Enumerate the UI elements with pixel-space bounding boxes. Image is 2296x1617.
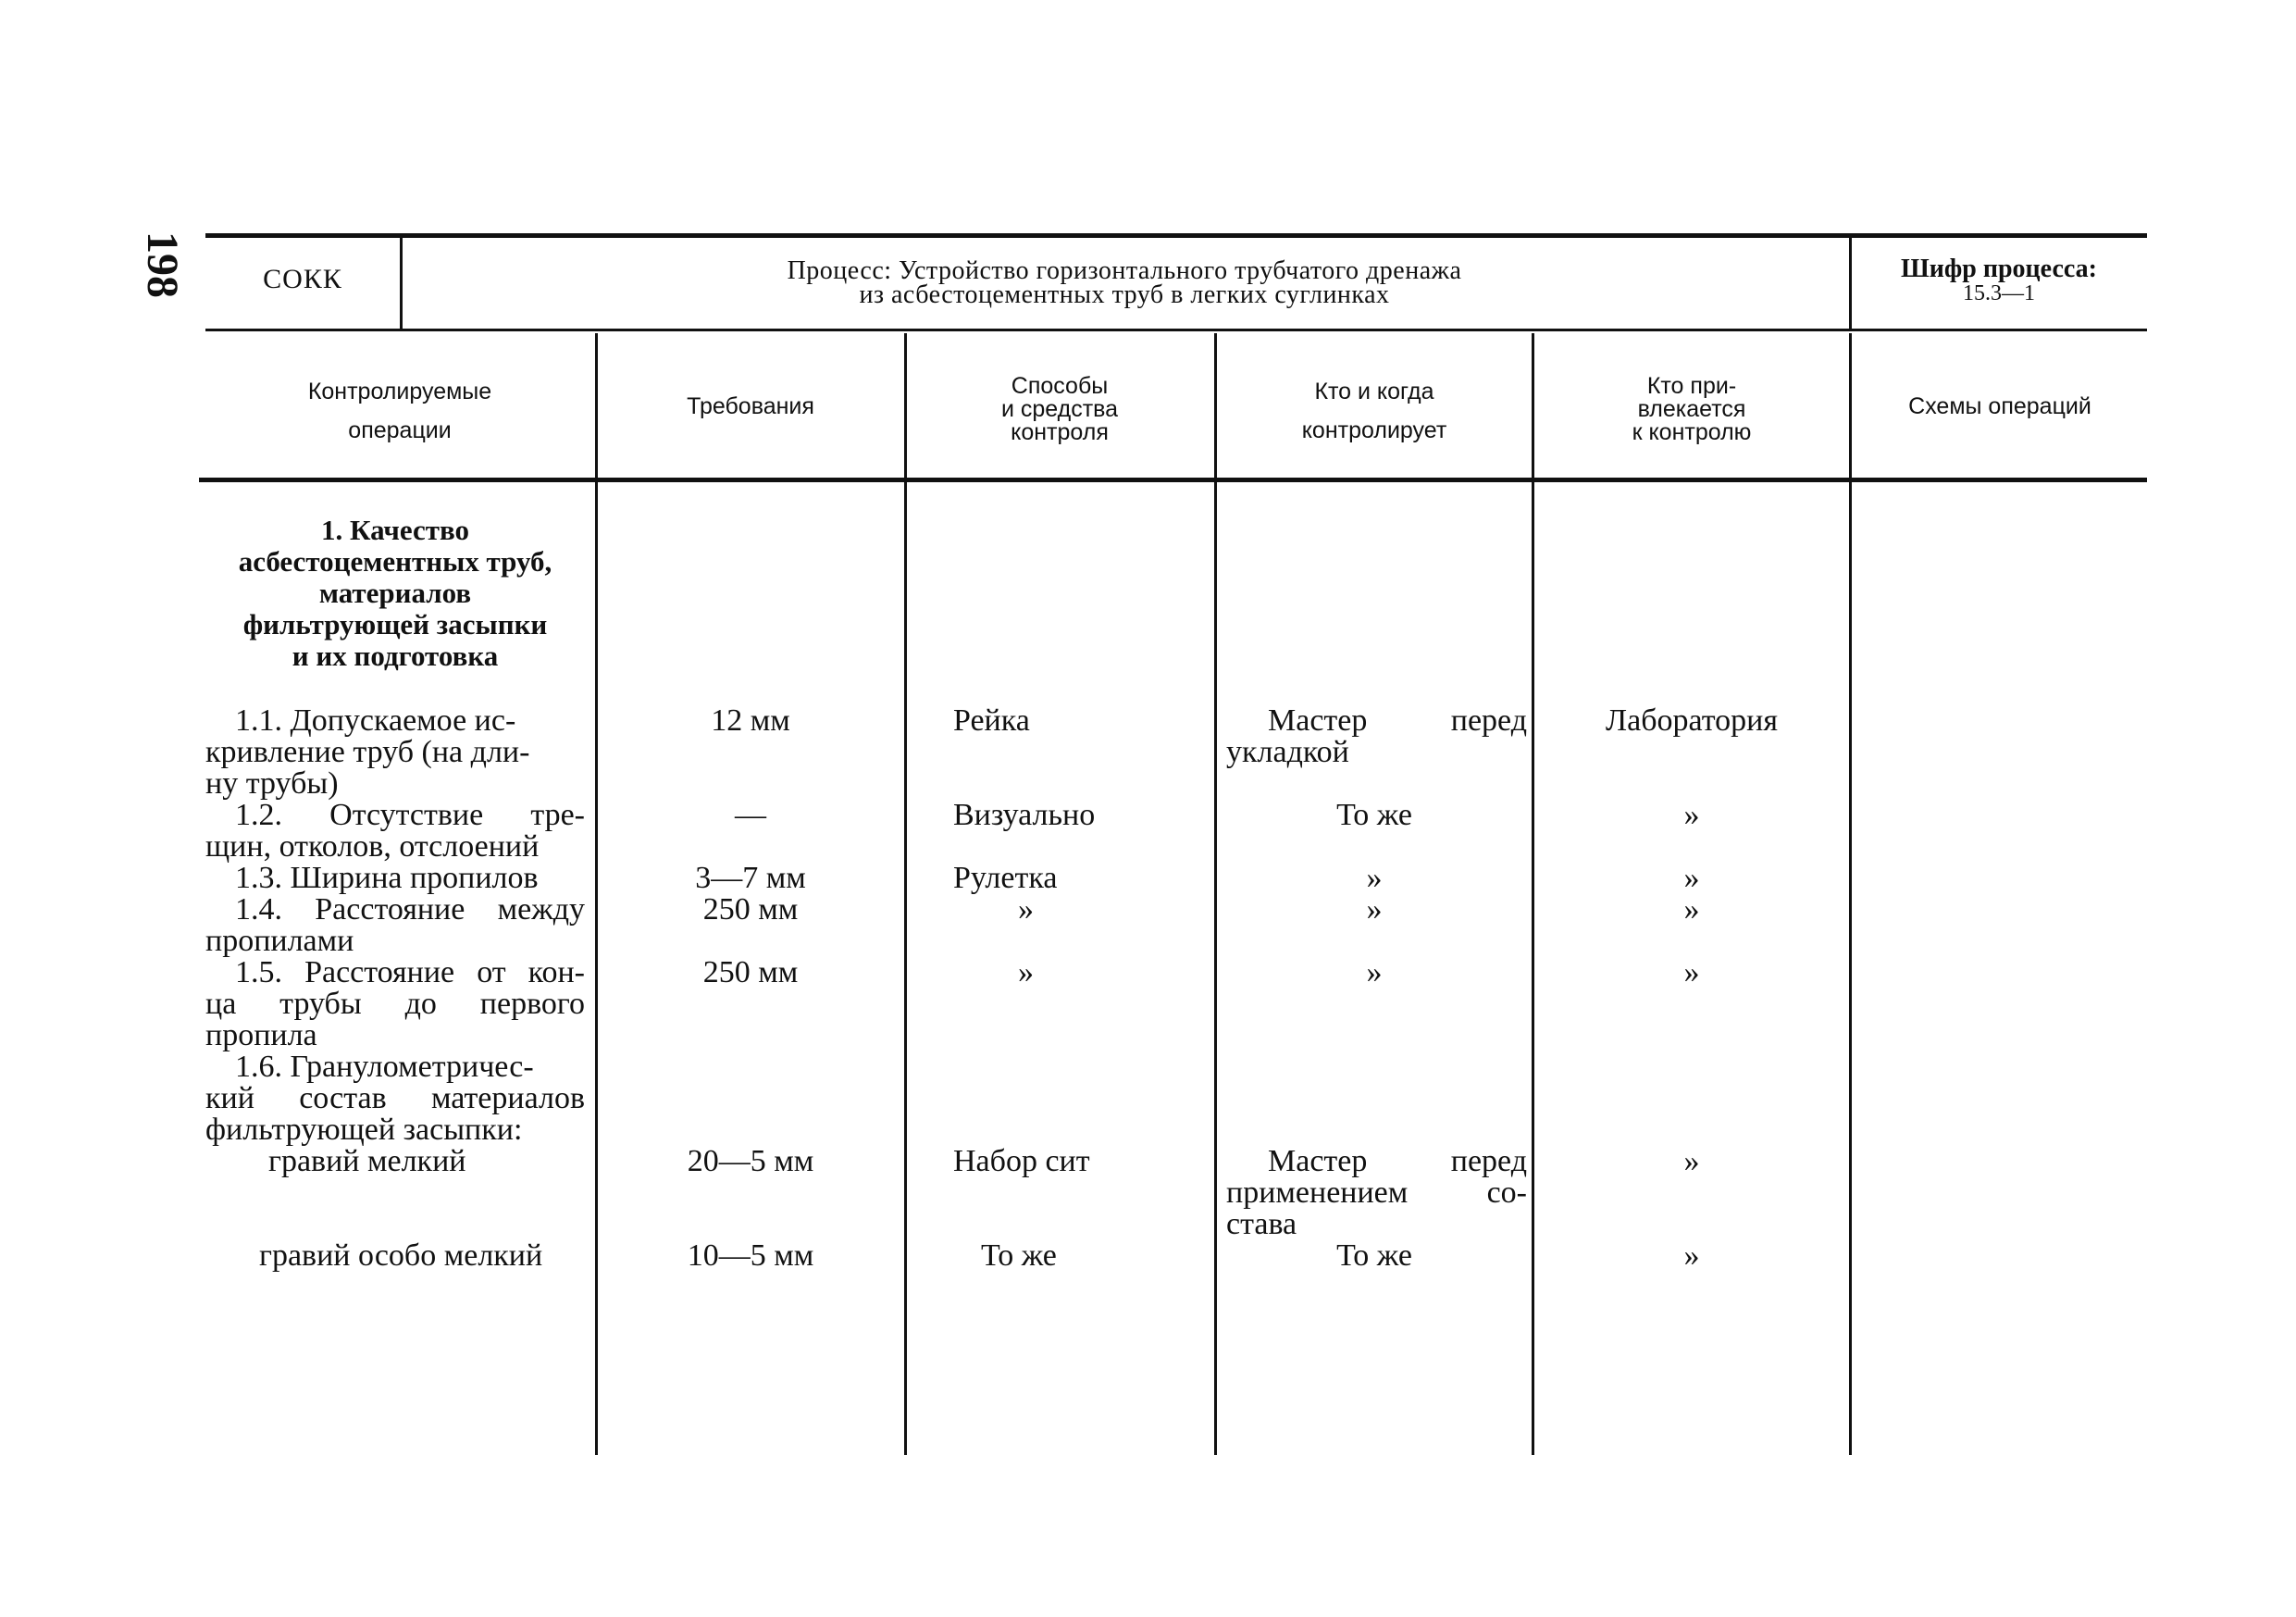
op-line: 1.6. Гранулометричес- [235, 1050, 534, 1084]
process-cipher [1860, 257, 2138, 305]
who-cell: То же [1336, 1238, 1412, 1273]
top-rule [205, 233, 2147, 238]
involved-cell: » [1683, 861, 1700, 895]
col-divider-5 [1849, 333, 1852, 1455]
op-line: пропила [205, 1018, 317, 1052]
op-line: ну трубы) [205, 766, 339, 801]
op-line: пропилами [205, 924, 354, 958]
header-bottom-rule [205, 329, 2147, 331]
colhead-schemes: Схемы операций [1908, 393, 2091, 419]
req-cell: 250 мм [702, 955, 799, 989]
involved-cell: » [1683, 955, 1700, 989]
who-cell: » [1366, 892, 1383, 927]
method-cell: Рулетка [953, 861, 1058, 895]
op-line: фильтрующей засыпки: [205, 1113, 523, 1147]
process-title-line-1: Процесс: Устройство горизонтального трубчатого дренажа [787, 256, 1462, 285]
colhead-who-when [1217, 372, 1532, 450]
table-row-op [205, 1051, 585, 1146]
colhead-operations-line-1: Контролируемые [307, 379, 492, 404]
who-cell: » [1366, 955, 1383, 989]
section-title-line: фильтрующей засыпки [242, 608, 548, 641]
section-title-line: материалов [318, 577, 472, 609]
req-cell: 10—5 мм [687, 1238, 814, 1273]
section-title-line: асбестоцементных труб, [238, 545, 552, 578]
req-cell: 3—7 мм [695, 861, 806, 895]
table-row-op [205, 894, 585, 957]
colhead-who-when-line-1: Кто и когда [1314, 379, 1434, 404]
op-line: ца трубы до первого [205, 987, 585, 1021]
colhead-who-involved-line-2: влекается [1637, 396, 1746, 422]
who-line: укладкой [1226, 735, 1349, 769]
req-cell: 20—5 мм [687, 1144, 814, 1178]
colhead-methods [907, 375, 1212, 444]
op-line: кривление труб (на дли- [205, 735, 530, 769]
who-cell [1226, 705, 1527, 768]
who-line: става [1226, 1207, 1297, 1241]
op-line: щин, отколов, отслоений [205, 829, 540, 864]
page-number: 198 [138, 231, 187, 298]
table-row-op [235, 863, 587, 894]
cipher-label: Шифр процесса: [1901, 255, 2097, 283]
who-cell: » [1366, 861, 1383, 895]
req-cell: — [735, 798, 766, 832]
involved-cell: » [1683, 892, 1700, 927]
cipher-value: 15.3—1 [1963, 281, 2035, 305]
colhead-bottom-rule [199, 478, 2147, 482]
who-cell [1226, 1146, 1527, 1240]
colhead-requirements: Требования [687, 393, 814, 419]
sokk-label: СОКК [263, 264, 342, 294]
colhead-methods-line-2: и средства [1000, 396, 1119, 422]
req-cell: 250 мм [702, 892, 799, 927]
colhead-operations [205, 372, 594, 450]
colhead-methods-line-1: Способы [1011, 373, 1109, 399]
op-line: гравий особо мелкий [259, 1238, 543, 1273]
process-title-line-2: из асбестоцементных труб в легких суглинках [859, 280, 1390, 309]
op-line: 1.2. Отсутствие тре- [235, 798, 585, 832]
section-title-line: 1. Качество [321, 514, 469, 546]
involved-cell: » [1683, 1144, 1700, 1178]
table-row-op [259, 1240, 585, 1272]
colhead-who-involved-line-3: к контролю [1632, 419, 1752, 445]
section-title [205, 515, 585, 672]
method-cell: То же [981, 1238, 1057, 1273]
colhead-who-involved [1534, 375, 1849, 444]
who-line: Мастер перед [1268, 1144, 1527, 1178]
op-line: 1.1. Допускаемое ис- [235, 703, 516, 738]
op-line: 1.5. Расстояние от кон- [235, 955, 585, 989]
involved-cell: » [1683, 798, 1700, 832]
method-cell: Рейка [953, 703, 1030, 738]
op-line: 1.4. Расстояние между [235, 892, 585, 927]
colhead-who-involved-line-1: Кто при- [1646, 373, 1737, 399]
divider-sokk [400, 238, 403, 329]
table-row-op [268, 1146, 583, 1177]
op-line: 1.3. Ширина пропилов [235, 861, 539, 895]
method-cell: Визуально [953, 798, 1096, 832]
involved-cell: Лаборатория [1606, 703, 1778, 738]
table-row-op [205, 705, 585, 737]
op-line: кий состав материалов [205, 1081, 585, 1115]
col-divider-2 [904, 333, 907, 1455]
process-title [407, 256, 1842, 309]
divider-cipher [1849, 238, 1852, 329]
method-cell: Набор сит [953, 1144, 1090, 1178]
involved-cell: » [1683, 1238, 1700, 1273]
table-row-op [205, 737, 585, 800]
section-title-line: и их подготовка [292, 640, 499, 672]
who-line: применением со- [1226, 1175, 1527, 1210]
who-line: Мастер перед [1268, 703, 1527, 738]
table-row-op [205, 957, 585, 1051]
colhead-operations-line-2: операции [348, 417, 452, 443]
colhead-methods-line-3: контроля [1011, 419, 1109, 445]
method-cell: » [1018, 955, 1034, 989]
who-cell: То же [1336, 798, 1412, 832]
table-row-op [205, 800, 585, 863]
op-line: гравий мелкий [268, 1144, 466, 1178]
req-cell: 12 мм [711, 703, 790, 738]
method-cell: » [1018, 892, 1034, 927]
colhead-who-when-line-2: контролирует [1301, 417, 1447, 443]
